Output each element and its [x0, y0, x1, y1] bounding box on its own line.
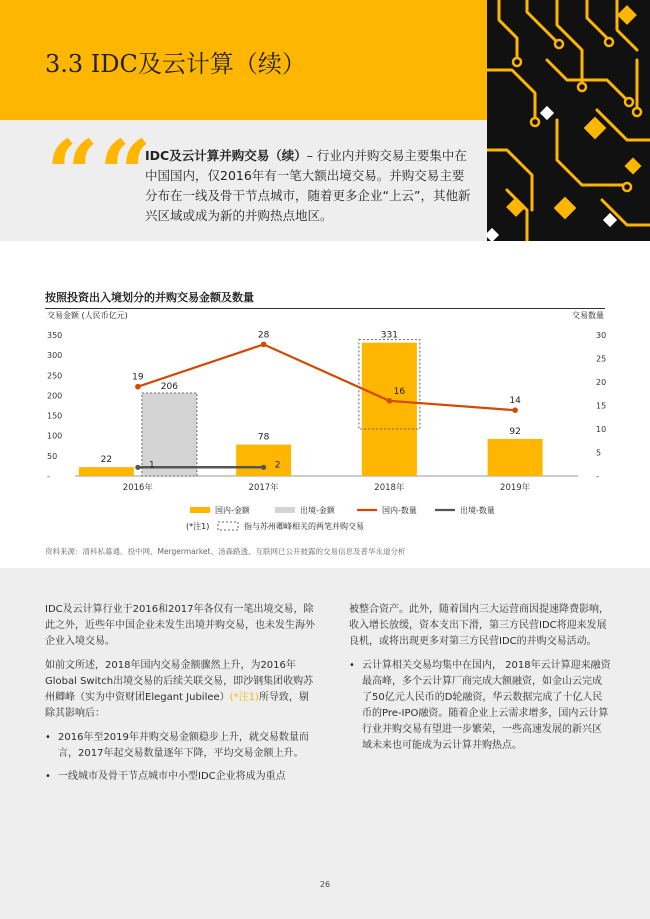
- x-tick-label: 2017年: [248, 483, 279, 493]
- body-column-right: [349, 602, 611, 761]
- legend-label: 出境-数量: [460, 506, 495, 515]
- y-tick-right-label: 20: [596, 378, 607, 387]
- bar-domestic-amount: [488, 439, 543, 476]
- data-label: 92: [509, 426, 521, 437]
- point-outbound-count: [261, 465, 266, 470]
- x-tick-label: 2018年: [374, 483, 405, 493]
- y-tick-left-label: 350: [47, 331, 63, 340]
- circuit-decoration-image: [487, 0, 650, 241]
- y-tick-left-label: 200: [47, 391, 63, 401]
- legend-note-marker: (*注1): [186, 522, 210, 531]
- legend-label: 国内-金额: [215, 506, 250, 515]
- y-tick-left-label: 250: [47, 371, 63, 381]
- data-label: 16: [393, 386, 406, 397]
- y-tick-left-label: 100: [47, 431, 63, 441]
- body-paragraph: IDC及云计算行业于2016和2017年各仅有一笔出境交易，除此之外，近些年中国企业未发生出境并购交易，也未发生海外企业入境交易。: [45, 604, 315, 647]
- page-number: 26: [319, 880, 331, 889]
- y-tick-right-label: 30: [596, 331, 607, 340]
- data-label: 331: [380, 330, 398, 341]
- body-column-left: [45, 602, 317, 792]
- legend-note-text: 指与苏州卿峰相关的两笔并购交易: [244, 522, 364, 531]
- data-label: 14: [509, 396, 521, 407]
- y-tick-left-label: 300: [47, 351, 63, 361]
- legend-label: 国内-数量: [382, 506, 417, 515]
- y-tick-right-label: 15: [596, 401, 607, 411]
- quote-text: [145, 146, 475, 226]
- point-domestic-count: [512, 407, 518, 413]
- y-tick-right-label: 10: [596, 425, 607, 434]
- bullet-list: [349, 658, 611, 754]
- y-axis-right-title: 交易数量: [572, 311, 604, 320]
- note-reference: (*注1): [229, 692, 259, 703]
- page-title: 3.3 IDC及云计算（续）: [45, 50, 306, 78]
- y-tick-left-label: 50: [47, 451, 58, 461]
- legend-label: 出境-金额: [300, 506, 335, 515]
- quote-mark-icon: ““: [46, 120, 152, 228]
- transaction-chart: [0, 300, 650, 540]
- bar-domestic-amount: [236, 445, 291, 476]
- point-domestic-count: [261, 342, 267, 348]
- data-label: 2: [274, 460, 281, 471]
- data-label: 28: [257, 330, 270, 341]
- y-tick-right-label: 25: [596, 354, 607, 364]
- data-label: 22: [100, 455, 113, 466]
- point-outbound-count: [135, 465, 140, 470]
- point-domestic-count: [135, 384, 141, 390]
- quote-body: – 行业内并购交易主要集中在中国国内，仅2016年有一笔大额出境交易。并购交易主要分布在一线及骨干节点城市，随着更多企业“上云”，其他新兴区域或成为新的并购热点地区。: [145, 148, 471, 223]
- quote-bold: IDC及云计算并购交易（续）: [145, 148, 307, 163]
- body-paragraph: 如前文所述，2018年国内交易金额骤然上升，为2016年Global Switch出境交易的后续关联交易，即沙钢集团收购苏州卿峰（实为中资财团Elegant Jubilee）(*注1)所导致，剔除其影响后：: [45, 660, 314, 719]
- x-tick-label: 2019年: [500, 483, 531, 493]
- y-tick-left-label: 150: [47, 411, 63, 421]
- x-tick-label: 2016年: [122, 483, 153, 493]
- point-domestic-count: [387, 398, 393, 404]
- list-item: • 一线城市及骨干节点城市中小型IDC企业将成为重点: [45, 769, 317, 785]
- source-note: 资料来源：清科私募通、投中网、Mergermarket、汤森路透、互联网已公开披露的交易信息及普华永道分析: [45, 547, 406, 556]
- y-axis-left-title: 交易金额 (人民币亿元): [47, 311, 128, 320]
- legend-swatch: [190, 507, 210, 513]
- y-tick-right-label: 5: [596, 448, 602, 458]
- bar-domestic-amount: [79, 467, 134, 476]
- chart-title: 按照投资出入境划分的并购交易金额及数量: [45, 289, 605, 309]
- list-item: • 2016年至2019年并购交易金额稳步上升，就交易数量而言，2017年起交易数量逐年下降，平均交易金额上升。: [45, 730, 317, 762]
- body-paragraph: 被整合资产。此外，随着国内三大运营商因提速降费影响，收入增长放缓，资本支出下滑，第三方民营IDC将迎来发展良机，或将出现更多对第三方民营IDC的并购交易活动。: [349, 604, 609, 647]
- data-label: 78: [257, 432, 270, 443]
- data-label: 206: [160, 382, 178, 393]
- legend-highlight-swatch: [218, 522, 238, 530]
- bar-domestic-amount: [362, 343, 417, 476]
- y-tick-left-label: -: [47, 472, 50, 481]
- data-label: 19: [132, 372, 144, 383]
- legend-swatch: [275, 507, 295, 513]
- list-item: • 云计算相关交易均集中在国内， 2018年云计算迎来融资最高峰，多个云计算厂商完成大额融资，如金山云完成了50亿元人民币的D轮融资，华云数据完成了十亿人民币的Pre-IPO融资。随着企业上云需求增多，国内云计算行业并购交易有望进一步繁荣，一些高速发展的新兴区域未来也可能成为云计算并购热点。: [349, 658, 611, 754]
- bullet-list: [45, 730, 317, 785]
- data-label: 1: [149, 460, 155, 471]
- y-tick-right-label: -: [596, 472, 599, 481]
